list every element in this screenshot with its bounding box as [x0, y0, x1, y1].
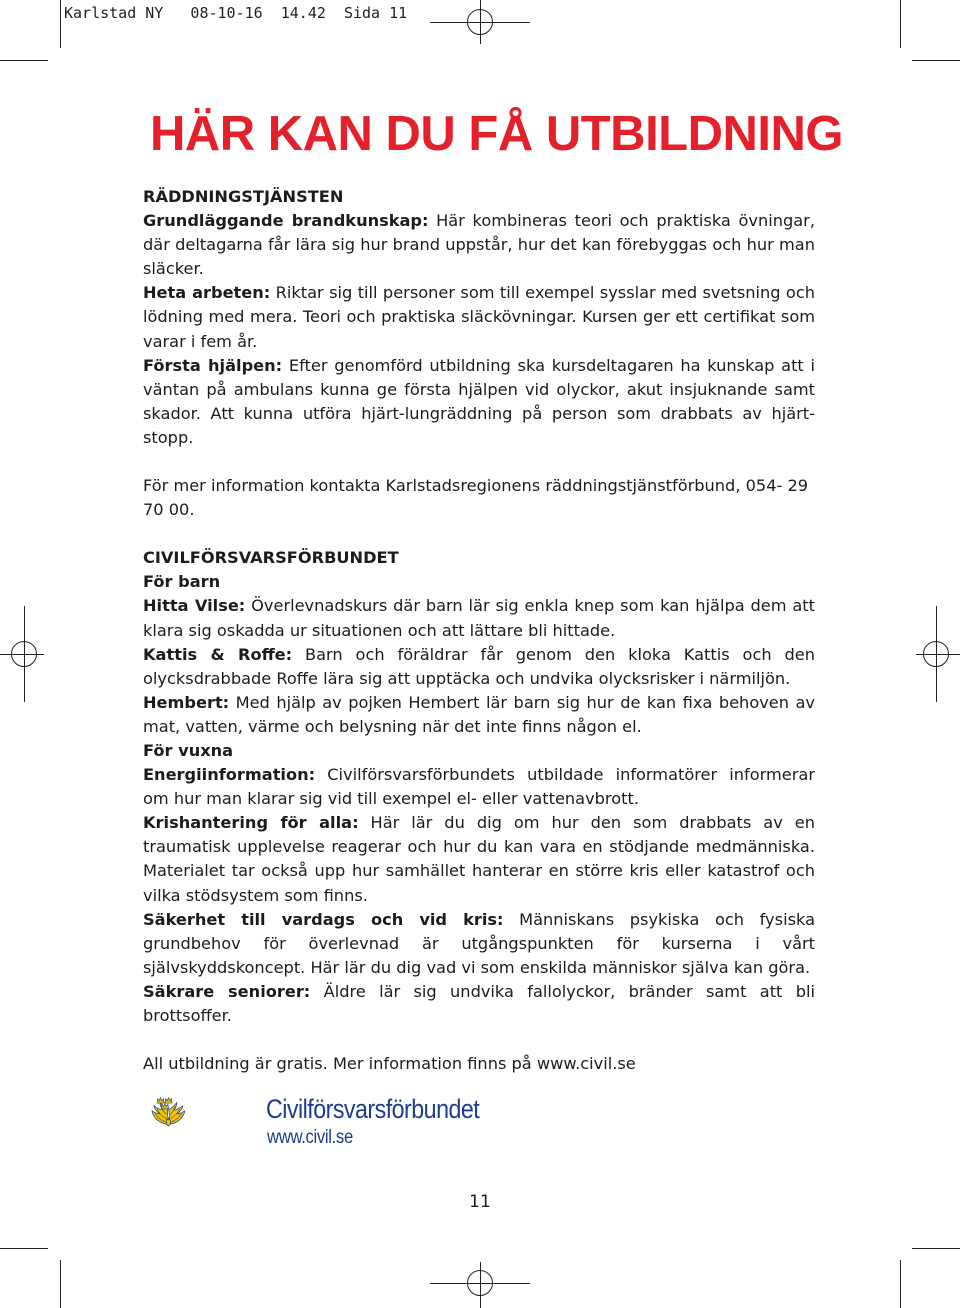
subheading-for-vuxna: För vuxna	[143, 740, 234, 760]
course-grundlaggande-brandkunskap	[143, 209, 815, 281]
page-number: 11	[469, 1192, 491, 1212]
course-label: Säkerhet till vardags och vid kris:	[143, 909, 504, 929]
course-label: Kattis & Roffe:	[143, 644, 293, 664]
course-text: Barn och föräldrar får genom den kloka Kattis och den olycksdrabbade Roffe lära sig att upptäcka och undvika olycksrisker i närmiljön.	[143, 644, 815, 688]
course-text: Civilförsvarsförbundets utbildade informatörer informerar om hur man klarar sig vid till exempel el- eller vattenavbrott.	[143, 765, 815, 809]
course-hembert	[143, 691, 815, 739]
course-label: Energiinformation:	[143, 765, 316, 785]
course-heta-arbeten	[143, 281, 815, 353]
crowns-wings-emblem-icon	[150, 1062, 265, 1162]
course-text: Människans psykiska och fysiska grundbehov för överlevnad är utgångspunkten för kurserna i vårt självskyddskoncept. Här lär du dig vad vi som enskilda människor själva kan göra.	[143, 909, 816, 977]
course-text: Med hjälp av pojken Hembert lär barn sig hur de kan fixa behoven av mat, vatten, värme och belysning när det inte finns någon el.	[143, 692, 815, 736]
subheading-for-barn: För barn	[143, 572, 221, 592]
course-label: Hitta Vilse:	[143, 596, 246, 616]
course-sakerhet-till-vardags	[143, 908, 815, 980]
raddning-contact-info: För mer information kontakta Karlstadsregionens räddningstjänstförbund, 054- 29 70 00.	[143, 476, 809, 520]
course-hitta-vilse	[143, 594, 815, 642]
course-text: Här kombineras teori och praktiska övningar, där deltagarna får lära sig hur brand uppstår, hur det kan förebyggas och hur man släcker.	[143, 211, 815, 279]
course-label: Krishantering för alla:	[143, 813, 359, 833]
course-label: Hembert:	[143, 692, 230, 712]
section-heading-civilforsvarsforbundet: CIVILFÖRSVARSFÖRBUNDET	[143, 548, 399, 568]
course-text: Efter genomförd utbildning ska kursdeltagaren ha kunskap att i väntan på ambulans kunna ge första hjälpen vid olyckor, akut insjuknande samt skador. Att kunna utföra hjärt-lungräddning på person som drabbats av hjärt-stopp.	[143, 355, 815, 447]
course-sakrare-seniorer	[143, 980, 815, 1028]
course-krishantering	[143, 811, 815, 907]
article-body	[143, 185, 815, 1076]
page-title: HÄR KAN DU FÅ UTBILDNING	[150, 107, 843, 161]
logo-url: www.civil.se	[267, 1127, 353, 1148]
course-energiinformation	[143, 763, 815, 811]
civil-footer-info: All utbildning är gratis. Mer information finns på www.civil.se	[143, 1054, 636, 1074]
course-label: Säkrare seniorer:	[143, 981, 311, 1001]
course-text: Här lär du dig om hur den som drabbats av en traumatisk upplevelse reagerar och hur du kan vara en stödjande medmänniska. Materialet tar också upp hur samhället hanterar en större kris eller katastrof och vilka stödsystem som finns.	[143, 813, 815, 905]
course-label: Heta arbeten:	[143, 283, 271, 303]
course-text: Äldre lär sig undvika fallolyckor, bränder samt att bli brottsoffer.	[143, 981, 816, 1025]
print-slug: Karlstad NY 08-10-16 14.42 Sida 11	[64, 4, 408, 22]
section-heading-raddningstjansten: RÄDDNINGSTJÄNSTEN	[143, 187, 344, 206]
course-kattis-roffe	[143, 643, 815, 691]
course-label: Grundläggande brandkunskap:	[143, 211, 429, 231]
course-label: Första hjälpen:	[143, 355, 283, 375]
logo-name: Civilförsvarsförbundet	[266, 1094, 480, 1124]
course-text: Riktar sig till personer som till exempel sysslar med svetsning och lödning med mera. Teori och praktiska släckövningar. Kursen ger ett certifikat som varar i fem år.	[143, 283, 815, 351]
course-forsta-hjalpen	[143, 354, 815, 450]
course-text: Överlevnadskurs där barn lär sig enkla knep som kan hjälpa dem att klara sig oskadda ur situationen och att lättare bli hittade.	[143, 596, 816, 640]
